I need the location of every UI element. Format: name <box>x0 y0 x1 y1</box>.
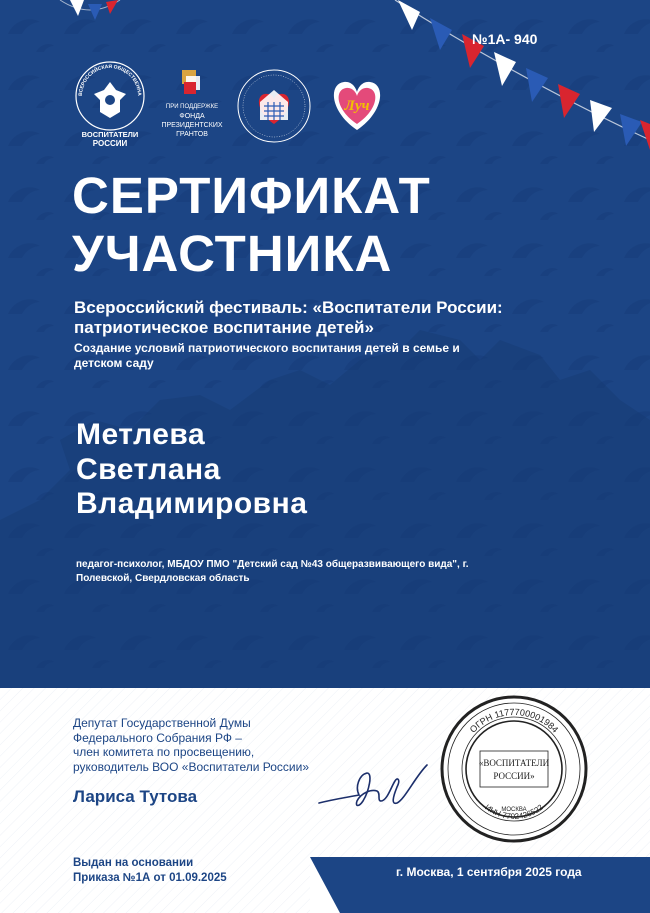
vospitateli-rossii-logo <box>74 60 146 150</box>
logo1-bottom-line2: РОССИИ <box>92 139 128 148</box>
recipient-surname: Метлева <box>76 418 206 451</box>
signer-title-line3: член комитета по просвещению, <box>73 745 255 759</box>
signer-name: Лариса Тутова <box>73 787 198 806</box>
stamp-city: МОСКВА <box>501 807 527 813</box>
logo4-text: Луч <box>344 98 370 114</box>
signer-title-line2: Федерального Собрания РФ – <box>73 730 242 745</box>
signer-title-line4: руководитель ВОО «Воспитатели России» <box>73 759 310 774</box>
luch-logo <box>322 68 392 138</box>
issued-line2: Приказа №1А от 01.09.2025 <box>73 872 227 884</box>
heart-house-icon <box>234 66 314 146</box>
luch-heart-icon <box>322 68 392 138</box>
signer-title-line1: Депутат Государственной Думы <box>73 716 251 730</box>
logo2-line2: ФОНДА <box>179 113 205 120</box>
recipient-patronymic: Владимировна <box>76 487 308 520</box>
handwritten-signature <box>315 757 435 817</box>
logo2-line3: ПРЕЗИДЕНТСКИХ <box>161 122 223 129</box>
certificate-title-line2: УЧАСТНИКА <box>72 225 393 282</box>
festival-theme: Создание условий патриотического воспитания детей в семье и детском саду <box>74 341 460 370</box>
location-date: г. Москва, 1 сентября 2025 года <box>396 865 582 879</box>
logo2-line1: ПРИ ПОДДЕРЖКЕ <box>165 104 219 110</box>
stamp-center-line2: РОССИИ» <box>493 771 535 781</box>
festival-name: Всероссийский фестиваль: «Воспитатели России: патриотическое воспитание детей» <box>74 298 503 337</box>
issued-basis <box>73 856 227 886</box>
certificate-title-line1: СЕРТИФИКАТ <box>72 167 431 224</box>
logo1-arc-text: ВСЕРОССИЙСКАЯ ОБЩЕСТВЕННА <box>77 63 143 97</box>
recipient-first-name: Светлана <box>76 453 221 486</box>
stamp-ogrn: ОГРН 1177700001984 <box>467 706 561 735</box>
signer-title <box>73 716 309 774</box>
grants-emblem-icon <box>156 68 228 146</box>
eagle-emblem-icon <box>74 60 146 150</box>
stamp-center-line1: «ВОСПИТАТЕЛИ <box>478 758 550 768</box>
logo2-line4: ГРАНТОВ <box>176 131 208 138</box>
partner-logos <box>74 60 394 150</box>
presidential-grants-logo <box>156 68 228 146</box>
stamp-inn: ИНН 7702426522 <box>483 802 545 822</box>
footer-band-angle <box>310 857 340 913</box>
official-stamp <box>438 693 590 845</box>
logo1-bottom-line1: ВОСПИТАТЕЛИ <box>81 130 139 139</box>
house-heart-logo <box>234 66 314 146</box>
recipient-position: педагог-психолог, МБДОУ ПМО "Детский сад №43 общеразвивающего вида", г. Полевской, Свердловская область <box>76 559 469 584</box>
issued-line1: Выдан на основании <box>73 857 194 869</box>
certificate-number: №1А- 940 <box>472 31 538 47</box>
